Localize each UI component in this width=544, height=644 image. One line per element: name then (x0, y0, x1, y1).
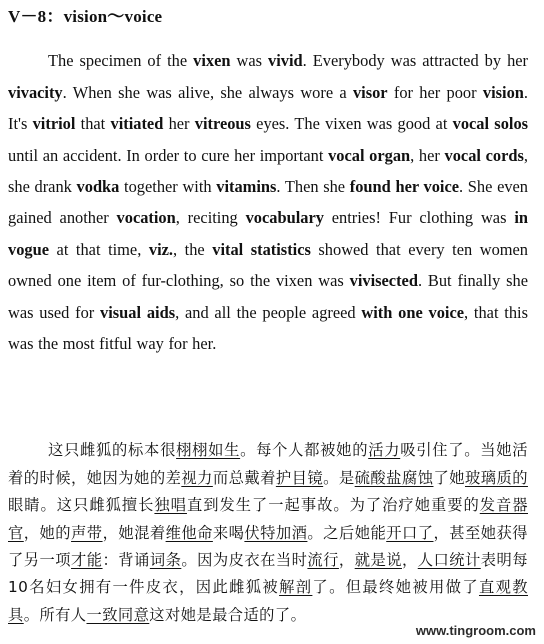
vocab-term: vitreous (194, 114, 251, 134)
page-title: V－8：vision～voice (8, 7, 163, 26)
translated-term: 人口统计 (417, 550, 481, 569)
translated-term: 活力 (368, 441, 401, 460)
text-run: . It's (8, 82, 528, 134)
text-run: 。之后她能 (307, 523, 387, 542)
vocab-term: in vogue (8, 208, 528, 259)
translated-term: 就是说 (354, 550, 402, 569)
vocab-term: with one voice (361, 302, 465, 322)
text-run: 了她 (433, 468, 465, 487)
text-run: showed that every ten women owned one item of fur-clothing, so the vixen was (8, 239, 528, 291)
text-run: . Then she (276, 177, 350, 197)
text-run: ，甚至她获得了另一项 (8, 523, 528, 569)
vocab-term: vocal solos (452, 114, 529, 134)
vocab-term: found her voice (349, 177, 460, 197)
vocab-term: viz. (148, 239, 173, 259)
vocab-term: vocation (116, 208, 176, 228)
text-run: 这对她是最合适的了。 (149, 605, 307, 624)
vocab-term: vivacity (8, 82, 63, 102)
text-run: 了。但最终她被用做了 (312, 578, 479, 597)
translated-term: 才能 (71, 550, 103, 569)
vocab-term: vodka (76, 177, 120, 197)
text-run: . Everybody was attracted by her (302, 51, 529, 71)
text-run: that (75, 114, 111, 134)
text-run: , the (173, 239, 213, 259)
text-run: , reciting (175, 208, 246, 228)
text-run: , her (410, 145, 445, 165)
vocab-term: visual aids (100, 302, 176, 322)
vocab-term: vitriol (32, 114, 76, 134)
text-run: her (163, 114, 195, 134)
translated-term: 词条 (149, 550, 182, 569)
text-run: 表明每10名妇女拥有一件皮衣，因此雌狐被 (8, 550, 528, 597)
translated-term: 伏特加酒 (244, 523, 308, 542)
text-run: ， (401, 550, 418, 569)
translated-term: 一致同意 (86, 605, 150, 624)
text-run: 。是 (323, 468, 355, 487)
text-run: entries! Fur clothing was (323, 208, 515, 228)
vocab-term: vivid (268, 51, 303, 71)
text-run: 眼睛。这只雌狐擅长 (8, 496, 155, 515)
text-run: . But finally she was used for (8, 271, 528, 322)
translated-term: 护目镜 (275, 468, 324, 487)
vocab-term: vision (482, 82, 524, 102)
text-run: at that time, (48, 239, 149, 259)
text-run: until an accident. In order to cure her important (8, 145, 329, 165)
text-run: 。所有人 (23, 605, 87, 624)
text-run: The specimen of the (48, 51, 194, 71)
text-run: ：背诵 (102, 550, 150, 569)
text-run: , and all the people agreed (175, 302, 362, 322)
vocab-term: vitamins (216, 177, 277, 197)
text-run: , she drank (8, 145, 528, 197)
text-run: ，她的 (23, 523, 72, 542)
text-run: was (230, 51, 269, 71)
text-run: . She even gained another (8, 177, 529, 228)
translated-term: 维他命 (165, 523, 213, 542)
english-passage (8, 45, 528, 359)
vocab-term: vital statistics (212, 239, 311, 259)
text-run: 。每个人都被她的 (240, 441, 369, 460)
text-run: 。因为皮衣在当时 (181, 550, 308, 569)
vocab-term: vixen (193, 51, 231, 71)
translated-term: 流行 (307, 550, 339, 569)
translated-term: 硫酸盐腐蚀 (354, 468, 434, 487)
text-run: . When she was alive, she always wore a (62, 82, 353, 102)
watermark: www.tingroom.com (415, 623, 536, 638)
text-run: eyes. The vixen was good at (250, 114, 453, 134)
translated-term: 玻璃质的 (464, 468, 528, 487)
vocab-term: vivisected (349, 271, 418, 291)
text-run: 来喝 (212, 523, 245, 542)
translated-term: 独唱 (154, 496, 187, 515)
translated-term: 栩栩如生 (176, 441, 241, 460)
translated-term: 直观教具 (8, 578, 528, 624)
text-run: 直到发生了一起事故。为了治疗她重要的 (186, 496, 480, 515)
translated-term: 声带 (71, 523, 103, 542)
text-run: , that this was the most fitful way for her. (8, 302, 528, 354)
translated-term: 视力 (181, 468, 213, 487)
text-run: 这只雌狐的标本很 (48, 441, 177, 460)
translated-term: 开口了 (386, 523, 434, 542)
text-run: ，她混着 (102, 523, 166, 542)
chinese-translation (8, 437, 528, 629)
vocab-term: vocal organ (328, 145, 411, 165)
text-run: together with (119, 177, 217, 197)
vocab-term: vocabulary (245, 208, 324, 228)
vocab-term: visor (352, 82, 388, 102)
translated-term: 发音器官 (8, 496, 528, 542)
text-run: 吸引住了。当她活着的时候，她因为她的差 (8, 441, 528, 487)
vocab-term: vitiated (110, 114, 164, 134)
vocab-term: vocal cords (444, 145, 524, 165)
text-run: 而总戴着 (212, 468, 276, 487)
translated-term: 解剖 (279, 578, 313, 597)
text-run: for her poor (387, 82, 483, 102)
text-run: ， (338, 550, 355, 569)
